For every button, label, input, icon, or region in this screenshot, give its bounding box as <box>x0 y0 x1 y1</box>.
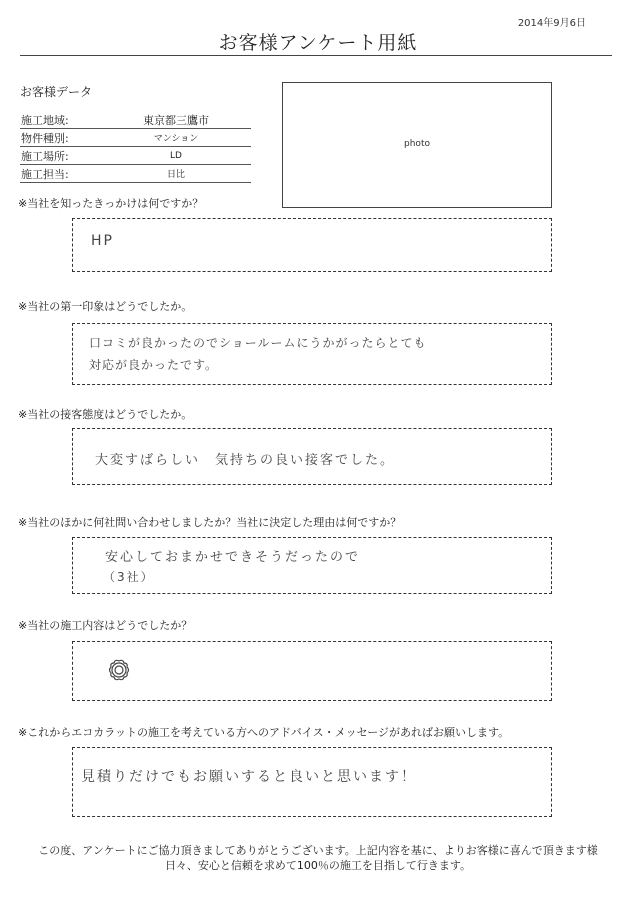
info-label: 施工地域: <box>20 111 101 129</box>
answer-2-line-2: 対応が良かったです。 <box>89 358 219 372</box>
question-3: ※当社の接客態度はどうでしたか。 <box>18 408 193 421</box>
footer-line-1: この度、アンケートにご協力頂きましてありがとうございます。上記内容を基に、よりお客様に喜んで頂きます様 <box>38 844 598 857</box>
answer-6-line-1: 見積りだけでもお願いすると良いと思います！ <box>81 769 417 785</box>
info-label: 施工担当: <box>20 165 101 183</box>
photo-placeholder <box>282 82 552 208</box>
question-1: ※当社を知ったきっかけは何ですか？ <box>18 197 204 210</box>
hanamaru-flower-icon <box>107 658 131 682</box>
answer-1-line-1: HP <box>91 233 114 249</box>
customer-info-table <box>20 111 251 183</box>
answer-3-line-1: 大変すばらしい 気持ちの良い接客でした。 <box>95 453 396 468</box>
info-label: 施工場所: <box>20 147 101 165</box>
customer-data-heading: お客様データ <box>20 85 93 99</box>
answer-box-3 <box>72 428 552 485</box>
info-row-area <box>20 111 251 129</box>
info-label: 物件種別: <box>20 129 101 147</box>
info-value: 東京都三鷹市 <box>101 111 251 129</box>
photo-label: photo <box>404 139 430 149</box>
page-title: お客様アンケート用紙 <box>218 32 418 54</box>
answer-4-line-2: （3社） <box>103 570 155 584</box>
answer-2-line-1: 口コミが良かったのでショールームにうかがったらとても <box>89 336 427 350</box>
info-row-type <box>20 129 251 147</box>
info-row-staff <box>20 165 251 183</box>
question-2: ※当社の第一印象はどうでしたか。 <box>18 300 193 313</box>
answer-4-line-1: 安心しておまかせできそうだったので <box>105 550 361 565</box>
info-value: 日比 <box>101 165 251 183</box>
answer-box-2 <box>72 323 552 385</box>
info-row-place <box>20 147 251 165</box>
answer-box-4 <box>72 537 552 594</box>
answer-box-1 <box>72 218 552 272</box>
footer-message <box>0 843 636 873</box>
title-divider <box>20 55 612 56</box>
info-value: マンション <box>101 129 251 147</box>
question-4: ※当社のほかに何社問い合わせしましたか？当社に決定した理由は何ですか？ <box>18 516 402 529</box>
survey-date: 2014年9月6日 <box>517 18 586 29</box>
question-6: ※これからエコカラットの施工を考えている方へのアドバイス・メッセージがあればお願いします。 <box>18 726 510 739</box>
question-5: ※当社の施工内容はどうでしたか？ <box>18 619 193 632</box>
footer-line-2: 日々、安心と信頼を求めて100％の施工を目指して行きます。 <box>164 859 472 872</box>
info-value: LD <box>101 147 251 165</box>
answer-box-6 <box>72 747 552 817</box>
answer-box-5 <box>72 641 552 701</box>
